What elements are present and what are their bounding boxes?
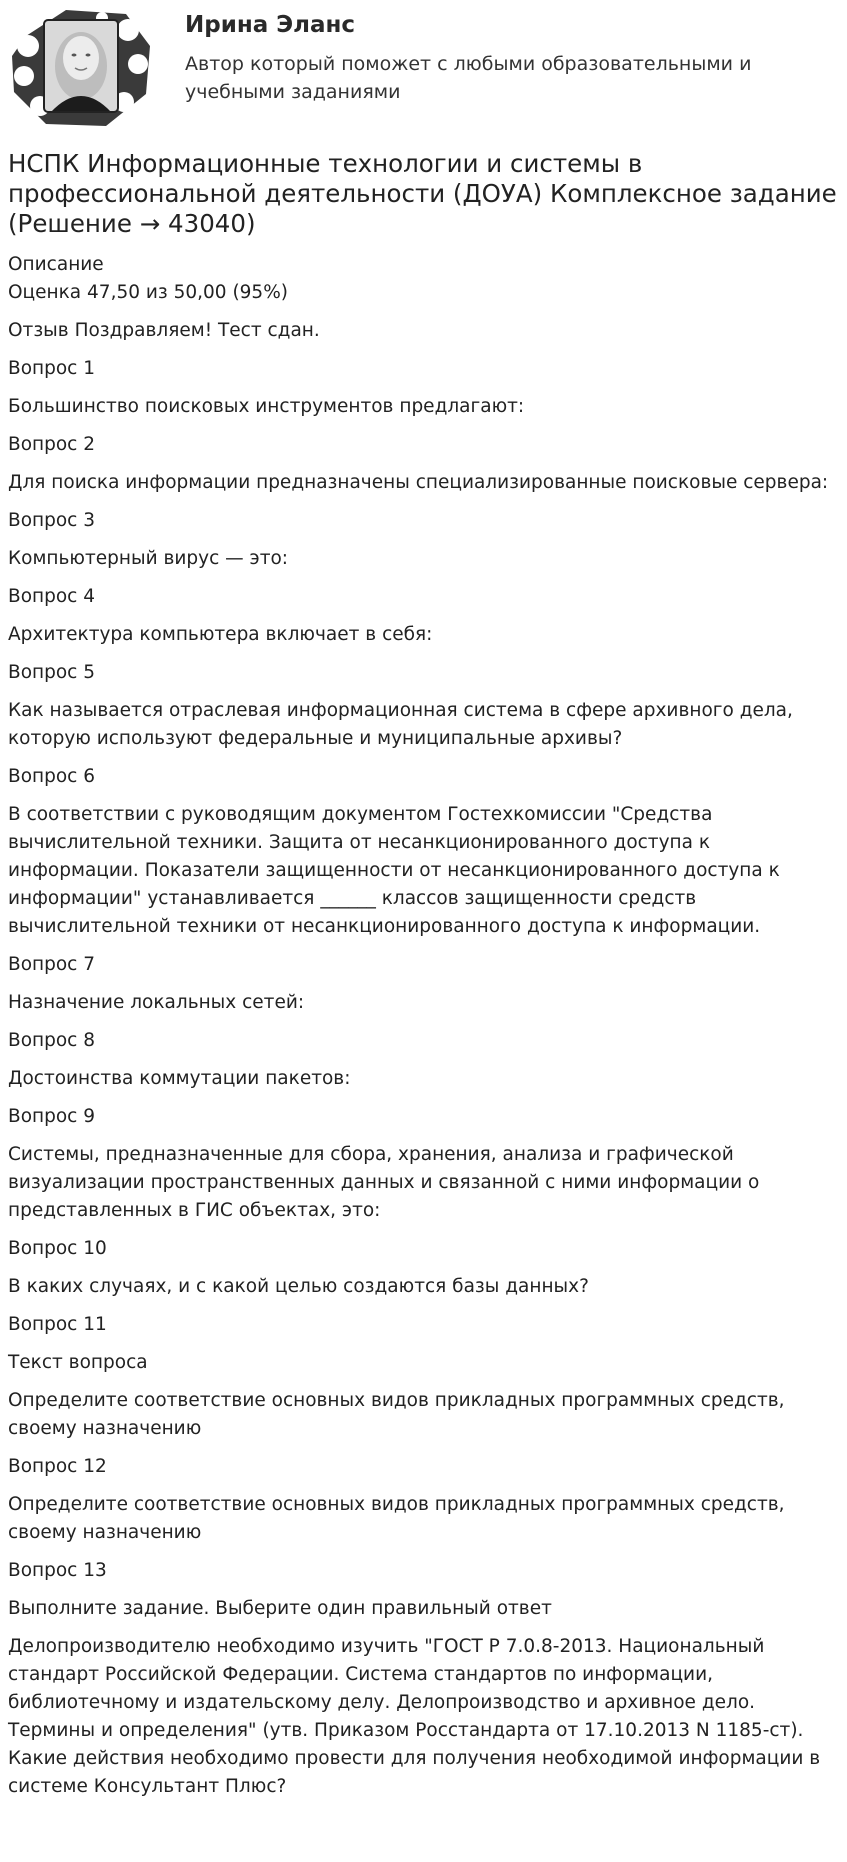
question-text: Определите соответствие основных видов прикладных программных средств, своему назначению — [8, 1390, 785, 1439]
question-text: Достоинства коммутации пакетов: — [8, 1068, 351, 1089]
question-text: Большинство поисковых инструментов предлагают: — [8, 396, 525, 417]
question-label: Вопрос 1 — [8, 358, 95, 379]
question-label: Вопрос 10 — [8, 1238, 107, 1259]
question-item — [8, 659, 839, 753]
author-description: Автор который поможет с любыми образовательными и учебными заданиями — [185, 53, 752, 103]
question-label: Вопрос 7 — [8, 954, 95, 975]
question-item — [8, 1103, 839, 1225]
question-item — [8, 507, 839, 573]
question-label: Вопрос 8 — [8, 1030, 95, 1051]
question-text: В каких случаях, и с какой целью создаются базы данных? — [8, 1276, 589, 1297]
feedback-text: Отзыв Поздравляем! Тест сдан. — [8, 320, 320, 341]
question-text: Архитектура компьютера включает в себя: — [8, 624, 433, 645]
question-text: Делопроизводителю необходимо изучить "ГОСТ Р 7.0.8-2013. Национальный стандарт Российской Федерации. Система стандартов по информации, библиотечному и издательскому делу. Делопроизводство и архивное дело. Термины и определения" (утв. Приказом Росстандарта от 17.10.2013 N 1185-ст). Какие действия необходимо провести для получения необходимой информации в системе Консультант Плюс? — [8, 1636, 821, 1797]
question-subheading: Выполните задание. Выберите один правильный ответ — [8, 1598, 552, 1619]
author-photo — [44, 20, 118, 112]
question-text: Как называется отраслевая информационная система в сфере архивного дела, которую используют федеральные и муниципальные архивы? — [8, 700, 793, 749]
question-text: В соответствии с руководящим документом Гостехкомиссии "Средства вычислительной техники. Защита от несанкционированного доступа к информации. Показатели защищенности от несанкционированного доступа к информации" устанавливается ______ классов защищенности средств вычислительной техники от несанкционированного доступа к информации. — [8, 804, 780, 937]
question-label: Вопрос 5 — [8, 662, 95, 683]
question-item — [8, 355, 839, 421]
question-label: Вопрос 9 — [8, 1106, 95, 1127]
question-item — [8, 1557, 839, 1801]
question-text: Для поиска информации предназначены специализированные поисковые сервера: — [8, 472, 829, 493]
question-subheading: Текст вопроса — [8, 1352, 148, 1373]
question-text: Определите соответствие основных видов прикладных программных средств, своему назначению — [8, 1494, 785, 1543]
question-label: Вопрос 3 — [8, 510, 95, 531]
film-reel-avatar-frame — [6, 6, 154, 128]
author-name[interactable]: Ирина Эланс — [185, 12, 356, 38]
question-item — [8, 763, 839, 941]
question-label: Вопрос 12 — [8, 1456, 107, 1477]
question-item — [8, 583, 839, 649]
question-item — [8, 1311, 839, 1443]
avatar[interactable] — [6, 6, 154, 128]
question-item — [8, 1027, 839, 1093]
question-text: Системы, предназначенные для сбора, хранения, анализа и графической визуализации пространственных данных и связанной с ними информации о представленных в ГИС объектах, это: — [8, 1144, 760, 1221]
question-item — [8, 1453, 839, 1547]
question-label: Вопрос 13 — [8, 1560, 107, 1581]
author-block — [0, 0, 847, 142]
grade-text: Оценка 47,50 из 50,00 (95%) — [8, 282, 289, 303]
document-title: НСПК Информационные технологии и системы в профессиональной деятельности (ДОУА) Комплексное задание (Решение → 43040) — [8, 149, 837, 238]
document-body — [0, 149, 847, 1801]
question-label: Вопрос 11 — [8, 1314, 107, 1335]
question-label: Вопрос 4 — [8, 586, 95, 607]
question-text: Назначение локальных сетей: — [8, 992, 305, 1013]
question-item — [8, 951, 839, 1017]
question-label: Вопрос 6 — [8, 766, 95, 787]
description-label: Описание — [8, 254, 104, 275]
question-item — [8, 1235, 839, 1301]
question-item — [8, 431, 839, 497]
question-text: Компьютерный вирус — это: — [8, 548, 289, 569]
question-label: Вопрос 2 — [8, 434, 95, 455]
